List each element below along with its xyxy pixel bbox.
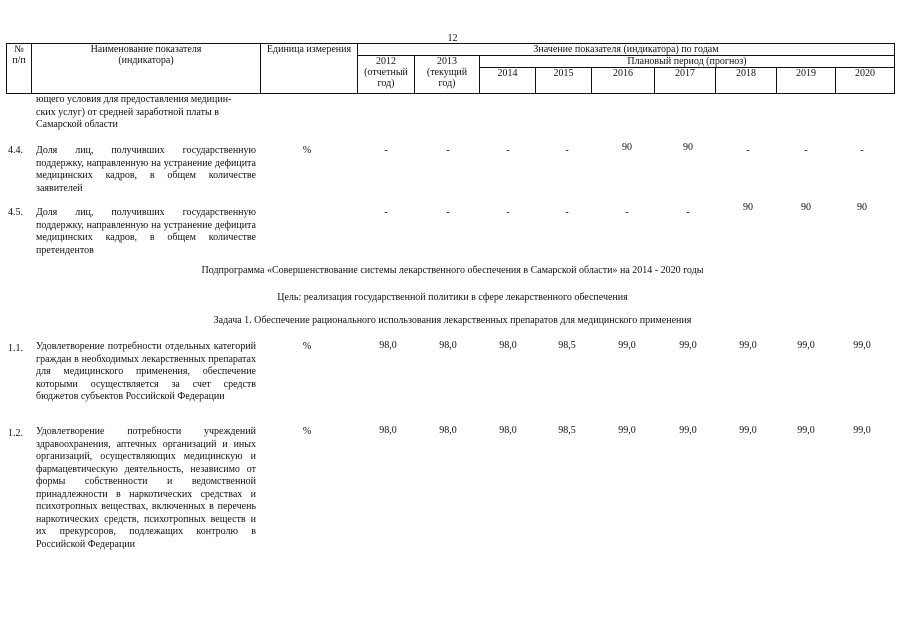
- row-value-2017: 90: [683, 142, 693, 153]
- header-year: 2015: [536, 68, 592, 94]
- page-number: 12: [447, 33, 458, 44]
- row-value-2016: 99,0: [618, 425, 636, 436]
- header-year: 2014: [480, 68, 536, 94]
- row-value-2016: 99,0: [618, 340, 636, 351]
- row-value-2020: 99,0: [853, 340, 871, 351]
- header-year: 2018: [716, 68, 777, 94]
- row-value-2019: -: [804, 145, 808, 156]
- subprogram-title: Подпрограмма «Совершенствование системы лекарственного обеспечения в Самарской области» на 2014 - 2020 годы: [201, 265, 704, 276]
- header-planned: Плановый период (прогноз): [480, 56, 895, 68]
- row-name: Удовлетворение потребности отдельных категорий граждан в необходимых лекарственных препаратах для медицинского применения, обеспечение которыми осуществляется за счет средств бюджетов субъектов Российской Федерации: [36, 341, 256, 402]
- row-value-2016: -: [625, 207, 629, 218]
- row-value-2018: 99,0: [739, 425, 757, 436]
- row-value-2012: 98,0: [379, 425, 397, 436]
- row-name: Доля лиц, получивших государственную поддержку, направленную на устранение дефицита медицинских кадров, в общем количестве претендентов: [36, 207, 256, 256]
- row-value-2017: -: [686, 207, 690, 218]
- row-number: 1.2.: [8, 428, 23, 439]
- row-unit: %: [302, 145, 312, 156]
- row-value-2013: 98,0: [439, 425, 457, 436]
- row-name: Удовлетворение потребности учреждений здравоохранения, аптечных организаций и иных организаций, осуществляющих медицинскую и фармацевтическую деятельность, независимо от формы собственности и ведомственной принадлежности в наркотических средствах и психотропных веществах, включенных в перечень наркотических средств, психотропных веществ и их прекурсоров, подлежащих контролю в Российской Федерации: [36, 426, 256, 550]
- row-unit: %: [302, 341, 312, 352]
- row-name: Доля лиц, получивших государственную поддержку, направленную на устранение дефицита медицинских кадров, в общем количестве заявителей: [36, 145, 256, 194]
- row-value-2013: -: [446, 145, 450, 156]
- header-name: Наименование показателя (индикатора): [32, 44, 261, 94]
- row-value-2014: 98,0: [499, 425, 517, 436]
- row-value-2019: 99,0: [797, 340, 815, 351]
- continuation-text: ющего условия для предоставления медицин- ских услуг) от средней заработной платы в Самарской области: [36, 94, 232, 130]
- header-year-2012: 2012 (отчетный год): [358, 56, 415, 94]
- row-value-2018: 90: [743, 202, 753, 213]
- row-value-2019: 99,0: [797, 425, 815, 436]
- row-unit: %: [302, 426, 312, 437]
- row-value-2014: -: [506, 207, 510, 218]
- row-value-2014: -: [506, 145, 510, 156]
- header-unit: Единица измерения: [261, 44, 358, 94]
- row-value-2019: 90: [801, 202, 811, 213]
- row-value-2018: 99,0: [739, 340, 757, 351]
- header-year: 2020: [836, 68, 895, 94]
- row-value-2017: 99,0: [679, 340, 697, 351]
- task-line: Задача 1. Обеспечение рационального использования лекарственных препаратов для медицинского применения: [213, 315, 692, 326]
- row-value-2015: 98,5: [558, 425, 576, 436]
- row-value-2013: 98,0: [439, 340, 457, 351]
- goal-line: Цель: реализация государственной политики в сфере лекарственного обеспечения: [277, 292, 628, 303]
- row-value-2015: -: [565, 145, 569, 156]
- header-num: № п/п: [7, 44, 32, 94]
- row-value-2014: 98,0: [499, 340, 517, 351]
- row-value-2020: -: [860, 145, 864, 156]
- header-year: 2016: [592, 68, 655, 94]
- row-value-2017: 99,0: [679, 425, 697, 436]
- row-number: 4.5.: [8, 207, 23, 218]
- row-value-2015: 98,5: [558, 340, 576, 351]
- header-year: 2017: [655, 68, 716, 94]
- indicator-table-header: [6, 43, 895, 94]
- row-value-2013: -: [446, 207, 450, 218]
- row-value-2020: 90: [857, 202, 867, 213]
- header-values-title: Значение показателя (индикатора) по годам: [358, 44, 895, 56]
- row-value-2015: -: [565, 207, 569, 218]
- row-value-2018: -: [746, 145, 750, 156]
- row-number: 4.4.: [8, 145, 23, 156]
- row-number: 1.1.: [8, 343, 23, 354]
- header-year: 2019: [777, 68, 836, 94]
- row-value-2016: 90: [622, 142, 632, 153]
- header-year-2013: 2013 (текущий год): [415, 56, 480, 94]
- row-value-2020: 99,0: [853, 425, 871, 436]
- row-value-2012: 98,0: [379, 340, 397, 351]
- row-value-2012: -: [384, 207, 388, 218]
- row-value-2012: -: [384, 145, 388, 156]
